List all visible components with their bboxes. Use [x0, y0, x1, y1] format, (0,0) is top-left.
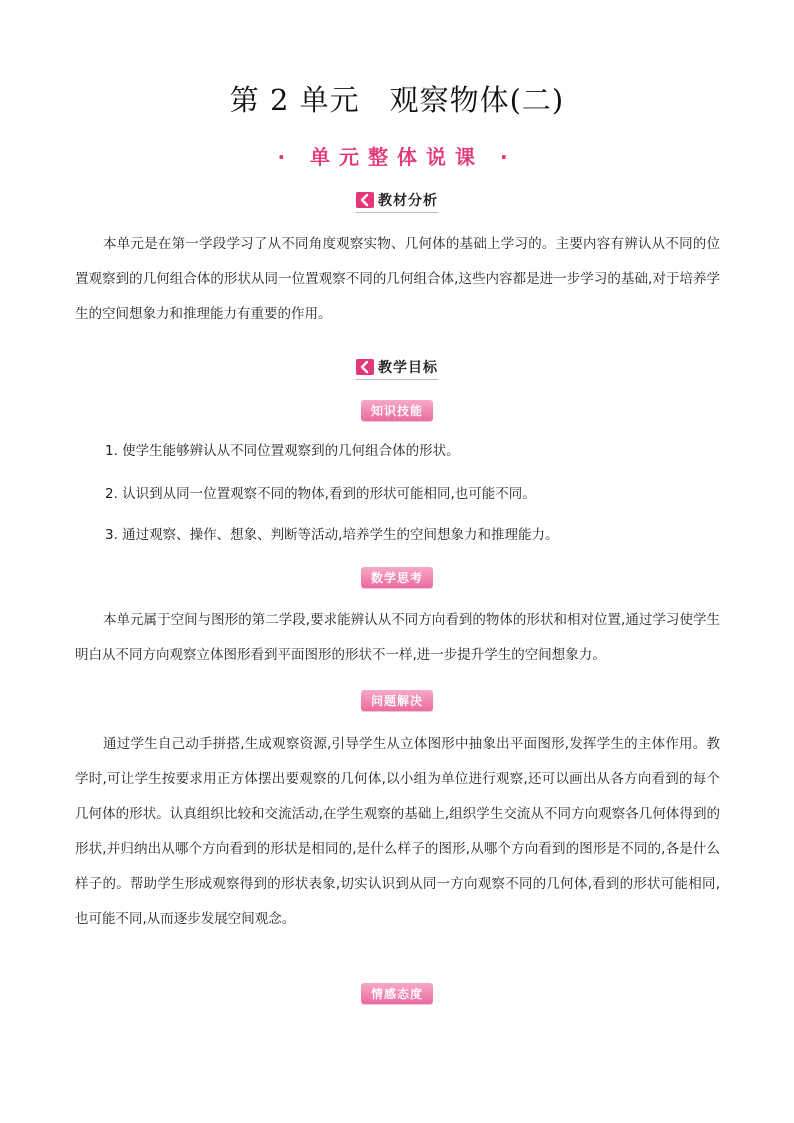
knowledge-item-2: 2. 认识到从同一位置观察不同的物体,看到的形状可能相同,也可能不同。	[105, 486, 536, 502]
section-heading-label: 教材分析	[378, 193, 438, 209]
badge-problem: 问题解决	[361, 690, 433, 711]
badge-thinking: 数学思考	[361, 567, 433, 588]
section-heading-analysis	[0, 190, 794, 213]
section-heading-goals	[0, 357, 794, 380]
badge-attitude: 情感态度	[361, 983, 433, 1004]
badge-knowledge: 知识技能	[361, 400, 433, 421]
knowledge-item-1: 1. 使学生能够辨认从不同位置观察到的几何组合体的形状。	[105, 443, 460, 459]
section-heading-label: 教学目标	[378, 360, 438, 376]
badge-thinking-wrap	[0, 567, 794, 588]
knowledge-item-3: 3. 通过观察、操作、想象、判断等活动,培养学生的空间想象力和推理能力。	[105, 527, 559, 543]
pink-chevron-icon	[356, 359, 374, 375]
page-subtitle: · 单元整体说课 ·	[277, 145, 517, 169]
problem-paragraph: 通过学生自己动手拼搭,生成观察资源,引导学生从立体图形中抽象出平面图形,发挥学生的主体作用。教学时,可让学生按要求用正方体摆出要观察的几何体,以小组为单位进行观察,还可以画出从各方向看到的每个几何体的形状。认真组织比较和交流活动,在学生观察的基础上,组织学生交流从不同方向观察各几何体得到的形状,并归纳出从哪个方向看到的形状是相同的,是什么样子的图形,从哪个方向看到的图形是不同的,各是什么样子的。帮助学生形成观察得到的形状表象,切实认识到从同一方向观察不同的几何体,看到的形状可能相同,也可能不同,从而逐步发展空间观念。	[75, 736, 720, 927]
page-title: 第 2 单元 观察物体(二)	[229, 83, 565, 117]
badge-attitude-wrap	[0, 983, 794, 1004]
badge-knowledge-wrap	[0, 400, 794, 421]
badge-problem-wrap	[0, 690, 794, 711]
analysis-paragraph: 本单元是在第一学段学习了从不同角度观察实物、几何体的基础上学习的。主要内容有辨认从不同的位置观察到的几何组合体的形状从同一位置观察不同的几何组合体,这些内容都是进一步学习的基础,对于培养学生的空间想象力和推理能力有重要的作用。	[75, 236, 720, 322]
pink-chevron-icon	[356, 192, 374, 208]
thinking-paragraph: 本单元属于空间与图形的第二学段,要求能辨认从不同方向看到的物体的形状和相对位置,通过学习使学生明白从不同方向观察立体图形看到平面图形的形状不一样,进一步提升学生的空间想象力。	[75, 612, 720, 663]
